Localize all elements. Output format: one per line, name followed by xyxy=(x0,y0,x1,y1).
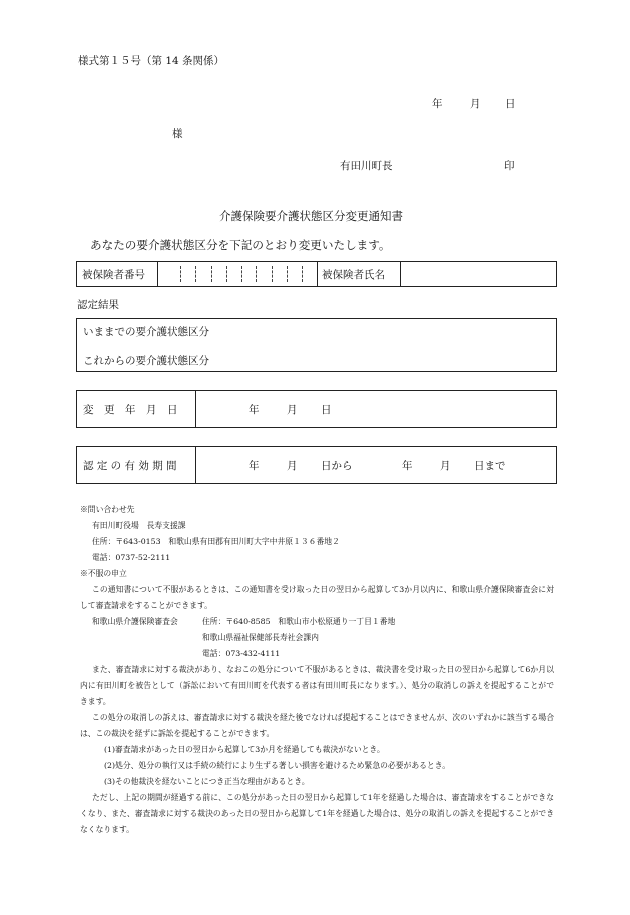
contact-heading: ※問い合わせ先 xyxy=(80,505,135,514)
precondition-paragraph: この処分の取消しの訴えは、審査請求に対する裁決を経た後でなければ提起することはできませんが、次のいずれかに該当する場合は、この裁決を経ずに訴訟を提起することができます。 xyxy=(80,713,554,738)
council-address-2: 和歌山県福祉保健部長寿社会課内 xyxy=(202,633,319,642)
validity-from-year: 年 xyxy=(249,460,260,472)
insured-info-table xyxy=(76,261,557,287)
contact-office: 有田川町役場 長寿支援課 xyxy=(92,521,186,530)
validity-to-month: 月 xyxy=(440,460,451,472)
appeal-paragraph: この通知書について不服があるときは、この通知書を受け取った日の翌日から起算して3か月以内に、和歌山県介護保険審査会に対して審査請求をすることができます。 xyxy=(80,585,554,610)
form-number: 様式第１５号（第 14 条関係） xyxy=(78,55,225,67)
validity-from-month: 月 xyxy=(287,460,298,472)
seal-mark: 印 xyxy=(504,160,515,172)
council-phone: 電話：073-432-4111 xyxy=(202,649,281,658)
change-date-row xyxy=(76,390,557,428)
validity-to-year: 年 xyxy=(402,460,413,472)
validity-to-day: 日まで xyxy=(474,460,506,472)
change-date-month: 月 xyxy=(287,404,298,416)
change-date-day: 日 xyxy=(321,404,332,416)
validity-period-row xyxy=(76,446,557,484)
change-date-label: 変 更 年 月 日 xyxy=(83,404,178,416)
contact-address: 住所：〒643-0153 和歌山県有田郡有田川町大字中井原１３６番地２ xyxy=(92,537,340,546)
validity-from-day: 日から xyxy=(321,460,353,472)
document-title: 介護保険要介護状態区分変更通知書 xyxy=(219,209,403,223)
previous-care-level-label: いままでの要介護状態区分 xyxy=(83,326,209,338)
date-month: 月 xyxy=(470,98,481,110)
date-day: 日 xyxy=(505,98,516,110)
appeal-heading: ※不服の申立 xyxy=(80,569,127,578)
exception-item-3: (3)その他裁決を経ないことにつき正当な理由があるとき。 xyxy=(104,777,310,786)
addressee-suffix: 様 xyxy=(172,128,183,140)
issuer-name: 有田川町長 xyxy=(340,160,393,172)
intro-text: あなたの要介護状態区分を下記のとおり変更いたします。 xyxy=(90,238,391,252)
insured-number-label: 被保険者番号 xyxy=(82,269,145,281)
council-address-1: 住所：〒640-8585 和歌山市小松原通り一丁目１番地 xyxy=(202,617,396,626)
exception-item-1: (1)審査請求があった日の翌日から起算して3か月を経過しても裁決がないとき。 xyxy=(104,745,385,754)
validity-label: 認 定 の 有 効 期 間 xyxy=(83,460,177,472)
insured-name-label: 被保険者氏名 xyxy=(322,269,385,281)
exception-item-2: (2)処分、処分の執行又は手続の続行により生ずる著しい損害を避けるため緊急の必要があるとき。 xyxy=(104,761,450,770)
final-paragraph: ただし、上記の期間が経過する前に、この処分があった日の翌日から起算して1年を経過した場合は、審査請求をすることができなくなり、また、審査請求に対する裁決のあった日の翌日から起算して1年を経過した場合は、処分の取消しの訴えを提起することができなくなります。 xyxy=(80,793,554,834)
lawsuit-paragraph: また、審査請求に対する裁決があり、なおこの処分について不服があるときは、裁決書を受け取った日の翌日から起算して6か月以内に有田川町を被告として（訴訟において有田川町を代表する者は有田川町長になります。）、処分の取消しの訴えを提起することができます。 xyxy=(80,665,554,706)
date-year: 年 xyxy=(432,98,443,110)
council-block xyxy=(80,614,554,630)
contact-phone: 電話：0737-52-2111 xyxy=(92,553,171,562)
new-care-level-label: これからの要介護状態区分 xyxy=(83,355,209,367)
council-name: 和歌山県介護保険審査会 xyxy=(92,617,178,626)
certification-result-box xyxy=(76,318,557,372)
certification-section-label: 認定結果 xyxy=(77,299,119,311)
notes-section xyxy=(80,502,554,838)
change-date-year: 年 xyxy=(249,404,260,416)
